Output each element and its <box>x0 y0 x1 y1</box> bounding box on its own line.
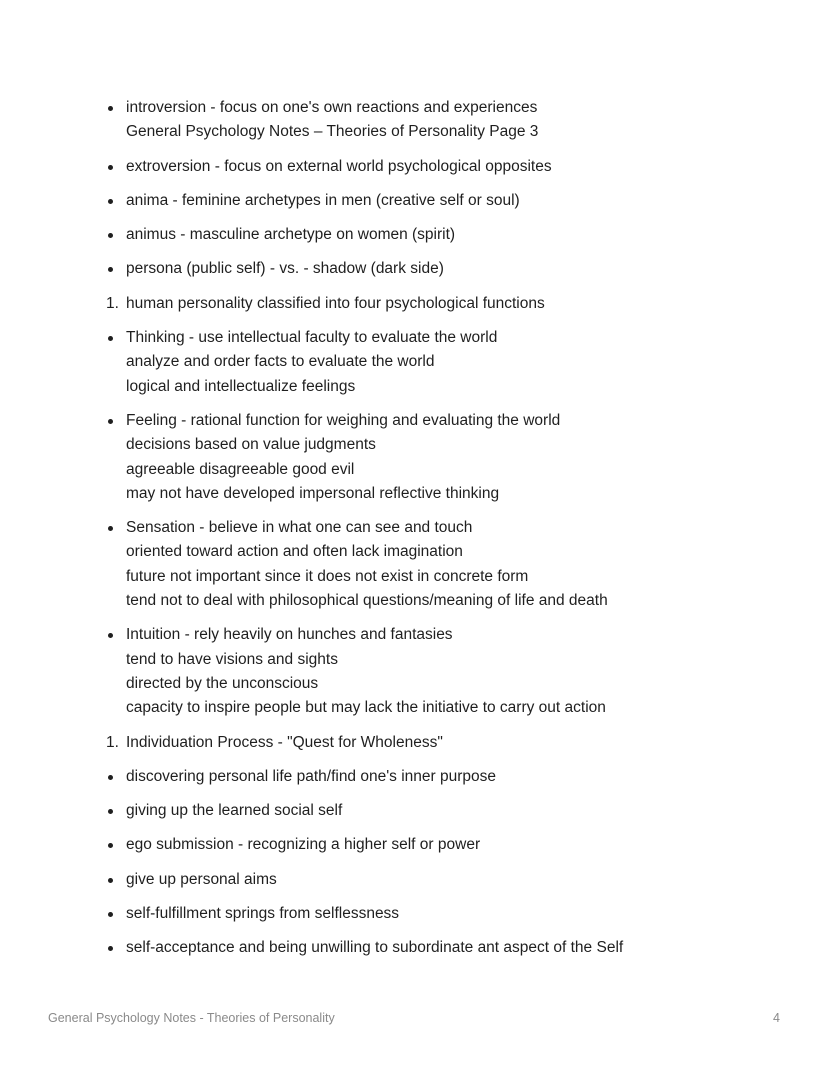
item-text: extroversion - focus on external world psychological opposites <box>126 157 552 175</box>
list-item <box>0 155 828 179</box>
item-text: anima - feminine archetypes in men (creative self or soul) <box>126 191 520 209</box>
item-text: Thinking - use intellectual faculty to evaluate the world <box>126 329 498 347</box>
item-continuation-text: tend not to deal with philosophical questions/meaning of life and death <box>126 592 608 610</box>
item-text: ego submission - recognizing a higher self or power <box>126 836 481 854</box>
item-continuation-text: capacity to inspire people but may lack the initiative to carry out action <box>126 699 606 717</box>
item-continuation-text: future not important since it does not exist in concrete form <box>126 567 529 585</box>
list-item <box>0 326 828 399</box>
list-number: 1. <box>106 294 119 312</box>
list-item <box>0 623 828 720</box>
item-text: self-acceptance and being unwilling to subordinate ant aspect of the Self <box>126 939 624 957</box>
item-continuation-text: General Psychology Notes – Theories of Personality Page 3 <box>126 123 539 141</box>
item-text: Individuation Process - "Quest for Wholeness" <box>126 733 443 751</box>
item-continuation-text: oriented toward action and often lack imagination <box>126 543 463 561</box>
list-number: 1. <box>106 733 119 751</box>
list-item <box>0 516 828 613</box>
item-text: persona (public self) - vs. - shadow (dark side) <box>126 260 444 278</box>
list-item <box>0 902 828 926</box>
item-text: Intuition - rely heavily on hunches and fantasies <box>126 626 453 644</box>
item-text: self-fulfillment springs from selflessness <box>126 905 400 923</box>
item-continuation-text: may not have developed impersonal reflective thinking <box>126 484 500 502</box>
item-continuation-text: analyze and order facts to evaluate the world <box>126 353 435 371</box>
item-continuation-text: agreeable disagreeable good evil <box>126 460 355 478</box>
list-item <box>0 936 828 960</box>
item-continuation-text: tend to have visions and sights <box>126 650 338 668</box>
page-number: 4 <box>773 1011 780 1025</box>
document-body <box>0 96 828 971</box>
footer-title: General Psychology Notes - Theories of Personality <box>48 1011 335 1025</box>
list-item <box>0 409 828 506</box>
list-item <box>0 765 828 789</box>
item-text: giving up the learned social self <box>126 802 343 820</box>
list-item <box>0 257 828 281</box>
item-continuation-text: decisions based on value judgments <box>126 436 376 454</box>
list-item <box>0 833 828 857</box>
item-text: Feeling - rational function for weighing and evaluating the world <box>126 411 561 429</box>
item-text: introversion - focus on one's own reactions and experiences <box>126 99 538 116</box>
list-item <box>0 799 828 823</box>
list-item <box>0 96 828 145</box>
list-item <box>0 868 828 892</box>
item-text: human personality classified into four psychological functions <box>126 294 545 312</box>
list-item <box>0 189 828 213</box>
item-text: discovering personal life path/find one's inner purpose <box>126 767 497 785</box>
item-text: animus - masculine archetype on women (spirit) <box>126 226 456 244</box>
list-item <box>0 223 828 247</box>
item-continuation-text: directed by the unconscious <box>126 674 319 692</box>
item-continuation-text: logical and intellectualize feelings <box>126 377 356 395</box>
numbered-item <box>0 731 828 755</box>
item-text: give up personal aims <box>126 870 277 888</box>
numbered-item <box>0 292 828 316</box>
item-text: Sensation - believe in what one can see and touch <box>126 519 473 537</box>
